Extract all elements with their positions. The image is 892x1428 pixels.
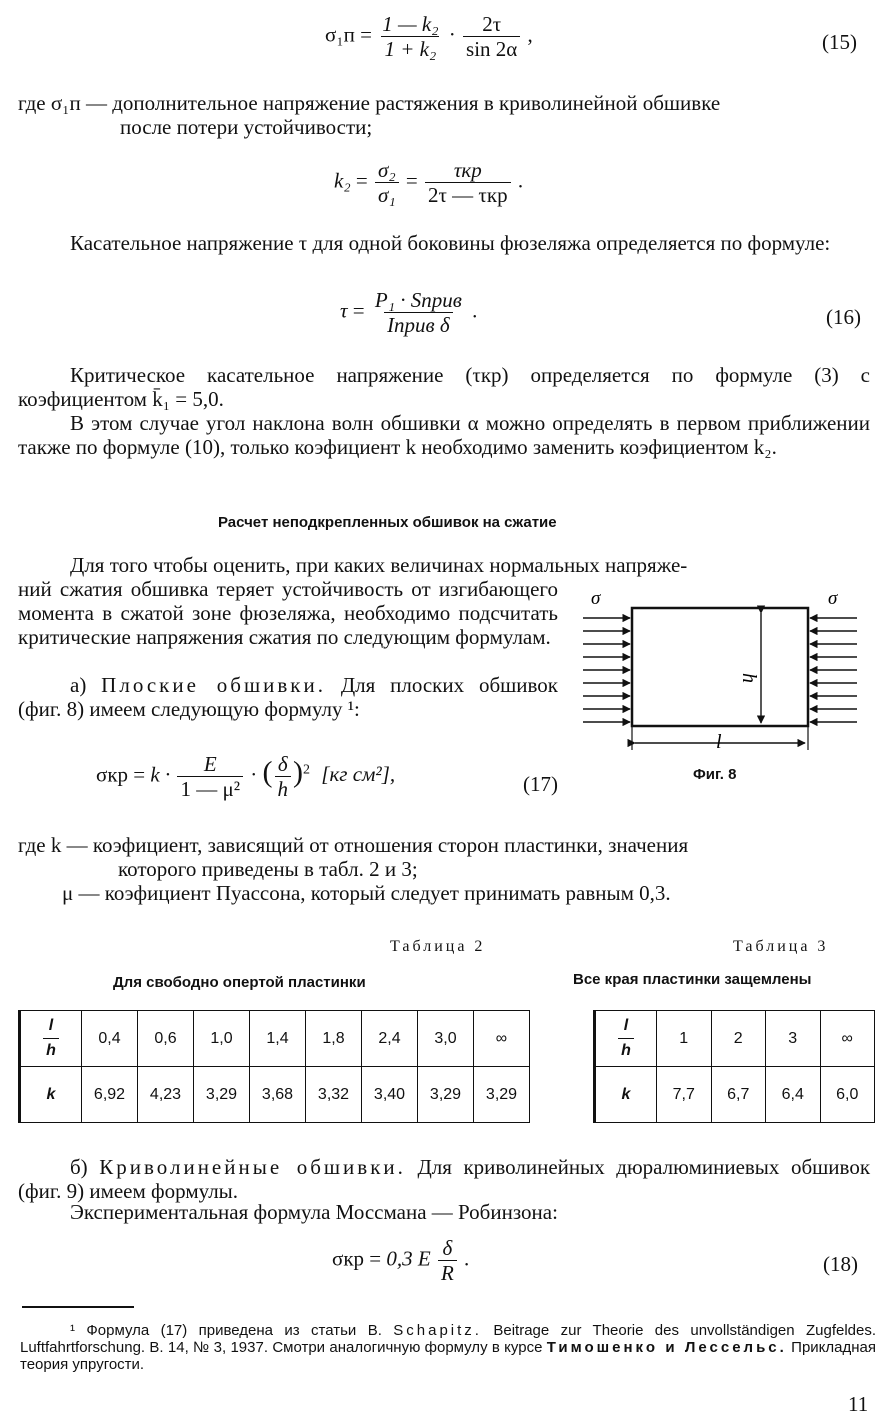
- where2-continuation: которого приведены в табл. 2 и 3;: [118, 857, 418, 881]
- eq17-lhs: σкр: [96, 762, 129, 787]
- table3-lh-num: l: [623, 1017, 629, 1034]
- sigma-left-label: σ: [591, 588, 601, 609]
- eq15-frac2-den: sin 2α: [463, 36, 520, 61]
- p6-spaced: Криволинейные обшивки.: [99, 1155, 406, 1179]
- footnote-text3: Прикладная теория упругости.: [20, 1339, 876, 1373]
- where2-lead: где k —: [18, 833, 88, 857]
- table2-row-lh: [20, 1011, 530, 1067]
- eq17-dot: ·: [250, 762, 258, 787]
- plate-rectangle: [632, 608, 808, 726]
- p6-rest: Для криволинейных дюралюминиевых обшивок (фиг. 9) имеем формулы.: [18, 1155, 871, 1203]
- eq15-equals: =: [360, 22, 372, 47]
- paragraph-curved-skins: [18, 1155, 870, 1203]
- table2-label: Таблица 2: [390, 938, 486, 955]
- table2-cell: 6,92: [82, 1067, 138, 1123]
- eq16-number: (16): [826, 305, 861, 329]
- table3-title: Все края пластинки защемлены: [573, 971, 812, 988]
- table3-label: Таблица 3: [733, 938, 829, 955]
- table3-cell: 7,7: [657, 1067, 712, 1123]
- paragraph-compression-rest: ний сжатия обшивка теряет устойчивость от изгибающего момента в сжатой зоне фюзеляжа, необходимо подсчитать критические напряжения сжатия по следующим формулам.: [18, 577, 558, 649]
- eq16-denominator: Iприв δ: [384, 312, 453, 337]
- eq17-k: k ·: [150, 762, 171, 787]
- eqk2-equals-2: =: [405, 168, 418, 193]
- eq18-fraction: [438, 1236, 457, 1285]
- table2-cell: 3,0: [418, 1011, 474, 1067]
- table3-row-lh: [595, 1011, 875, 1067]
- where3-text: коэфициент Пуассона, который следует принимать равным 0,3.: [104, 881, 671, 905]
- table2-row-k: [20, 1067, 530, 1123]
- equation-17: σкр = k · $\frac{E}{\text{1 — μ²}}$ · ( $\frac{\delta}{h}$ )$^2$ [кг см²],: [96, 752, 396, 801]
- equation-16: [340, 288, 477, 337]
- table3-cell: 6,7: [711, 1067, 766, 1123]
- paragraph-flat-skins: [18, 673, 558, 721]
- footnote: [20, 1322, 876, 1373]
- table2-cell: 0,6: [138, 1011, 194, 1067]
- eq18-number: (18): [823, 1252, 858, 1276]
- table2: [18, 1010, 530, 1123]
- where1-text: дополнительное напряжение растяжения в криволинейной обшивке: [112, 91, 721, 115]
- table2-cell: 3,68: [250, 1067, 306, 1123]
- eq16-equals: =: [352, 298, 365, 323]
- table2-lh-num: l: [48, 1017, 54, 1034]
- eqk2-tail: .: [517, 168, 524, 193]
- table3-row-k: [595, 1067, 875, 1123]
- eq16-tail: .: [472, 298, 478, 323]
- table3-cell: 2: [711, 1011, 766, 1067]
- eq15-tail: ,: [527, 22, 533, 47]
- where2-text: коэфициент, зависящий от отношения сторон пластинки, значения: [92, 833, 689, 857]
- eq18-f-num: δ: [442, 1236, 453, 1260]
- table2-cell: 3,32: [306, 1067, 362, 1123]
- eq17-equals: =: [133, 762, 146, 787]
- eq17-f1-den: 1 — μ²: [177, 776, 243, 801]
- footnote-author1: Schapitz.: [393, 1322, 482, 1339]
- table3-lh-header: [595, 1011, 657, 1067]
- eqk2-f2-num: τкр: [453, 158, 482, 182]
- table3-lh-den: h: [618, 1038, 634, 1063]
- where-sigma-definition: [18, 91, 870, 115]
- eq15-number: (15): [822, 30, 857, 54]
- table2-cell: ∞: [474, 1011, 530, 1067]
- figure-8: [575, 585, 875, 785]
- eqk2-f1-den: σ₁: [375, 182, 399, 207]
- eq17-fraction-1: [177, 752, 243, 801]
- eq16-numerator: P₁ · Sприв: [374, 288, 462, 312]
- table2-k-header: k: [20, 1067, 82, 1123]
- h-label: h: [738, 673, 760, 683]
- where1-continuation: после потери устойчивости;: [120, 115, 373, 139]
- eqk2-f1-num: σ₂: [377, 158, 396, 182]
- eqk2-equals-1: =: [355, 168, 368, 193]
- eq17-number: (17): [523, 772, 558, 796]
- p5-spaced: Плоские обшивки.: [101, 673, 326, 697]
- where-k-definition: [18, 833, 878, 857]
- where-mu-definition: [62, 881, 862, 905]
- eq15-fraction-2: [463, 12, 520, 61]
- eqk2-fraction-1: [375, 158, 399, 207]
- eq15-fraction-1: [379, 12, 441, 61]
- footnote-author2: Тимошенко и Лессельс.: [546, 1339, 787, 1356]
- eqk2-f2-den: 2τ — τкр: [425, 182, 511, 207]
- where1-lead: где σ₁п —: [18, 91, 107, 115]
- eq17-fraction-2: [275, 752, 292, 801]
- eq18-coef: 0,3 E: [386, 1246, 431, 1271]
- eq15-frac2-num: 2τ: [482, 12, 502, 36]
- eq17-units: [кг см²],: [321, 762, 396, 787]
- eq18-f-den: R: [438, 1260, 457, 1285]
- paragraph-wave-angle: В этом случае угол наклона волн обшивки α можно определять в первом приближении также по формуле (10), только коэфициент k необходимо заменить коэфициентом k₂.: [18, 411, 870, 459]
- eq18-lhs: σкр: [332, 1246, 365, 1271]
- table2-cell: 1,0: [194, 1011, 250, 1067]
- table3-cell: 1: [657, 1011, 712, 1067]
- table2-lh-den: h: [43, 1038, 59, 1063]
- right-arrows: [810, 618, 857, 722]
- equation-k2: [334, 158, 523, 207]
- where3-lead: μ —: [62, 881, 100, 905]
- eq18-tail: .: [464, 1246, 470, 1271]
- sigma-right-label: σ: [828, 588, 838, 609]
- table3-k-header: k: [595, 1067, 657, 1123]
- figure-caption: Фиг. 8: [693, 766, 737, 783]
- p6-prefix: б): [70, 1155, 88, 1179]
- p5-prefix: а): [70, 673, 87, 697]
- table3-cell: ∞: [820, 1011, 875, 1067]
- table2-cell: 3,29: [474, 1067, 530, 1123]
- table2-cell: 3,29: [194, 1067, 250, 1123]
- section-heading: Расчет неподкрепленных обшивок на сжатие: [218, 514, 557, 531]
- table2-cell: 1,8: [306, 1011, 362, 1067]
- eqk2-fraction-2: [425, 158, 511, 207]
- table2-cell: 3,40: [362, 1067, 418, 1123]
- footnote-text2: Beitrage zur Theorie des unvollständigen Zugfeldes. Luftfahrtforschung. B. 14, № 3, 1937. Смотри аналогичную формулу в курсе: [20, 1322, 877, 1356]
- eq15-dot: ·: [448, 22, 456, 47]
- eq17-f1-num: E: [203, 752, 217, 776]
- paragraph-mossman-robinson: Экспериментальная формула Моссмана — Робинзона:: [70, 1200, 558, 1224]
- table3-cell: 3: [766, 1011, 821, 1067]
- p5-rest: Для плоских обшивок (фиг. 8) имеем следующую формулу ¹:: [18, 673, 559, 721]
- table2-cell: 0,4: [82, 1011, 138, 1067]
- footnote-text1: ¹ Формула (17) приведена из статьи B.: [70, 1322, 382, 1339]
- eq16-lhs: τ: [340, 298, 348, 323]
- table2-cell: 4,23: [138, 1067, 194, 1123]
- eqk2-lhs: k₂: [334, 168, 351, 193]
- eq15-frac1-den: 1 + k₂: [381, 36, 439, 61]
- page-number: 11: [848, 1392, 869, 1416]
- table2-cell: 2,4: [362, 1011, 418, 1067]
- eq17-f2-num: δ: [277, 752, 288, 776]
- equation-18: [332, 1236, 469, 1285]
- paragraph-critical-tangent: Критическое касательное напряжение (τкр) определяется по формуле (3) с коэфициентом k̄₁ = 5,0.: [18, 363, 870, 411]
- eq15-lhs: σ₁п: [325, 22, 355, 47]
- eq17-f2-den: h: [275, 776, 292, 801]
- l-label: l: [716, 731, 722, 753]
- eq16-fraction: [372, 288, 465, 337]
- table3-cell: 6,4: [766, 1067, 821, 1123]
- footnote-rule: [22, 1306, 134, 1308]
- table2-lh-header: [20, 1011, 82, 1067]
- equation-15: [325, 12, 533, 61]
- eq17-power: 2: [303, 762, 311, 778]
- left-arrows: [583, 618, 630, 722]
- table3: [593, 1010, 875, 1123]
- paragraph-tau-intro: Касательное напряжение τ для одной боковины фюзеляжа определяется по формуле:: [70, 231, 831, 255]
- table2-cell: 1,4: [250, 1011, 306, 1067]
- table3-cell: 6,0: [820, 1067, 875, 1123]
- paragraph-compression-line1: Для того чтобы оценить, при каких величинах нормальных напряже-: [70, 553, 688, 577]
- table2-title: Для свободно опертой пластинки: [113, 974, 366, 991]
- eq18-equals: =: [369, 1246, 382, 1271]
- table2-cell: 3,29: [418, 1067, 474, 1123]
- eq15-frac1-num: 1 — k₂: [382, 12, 439, 36]
